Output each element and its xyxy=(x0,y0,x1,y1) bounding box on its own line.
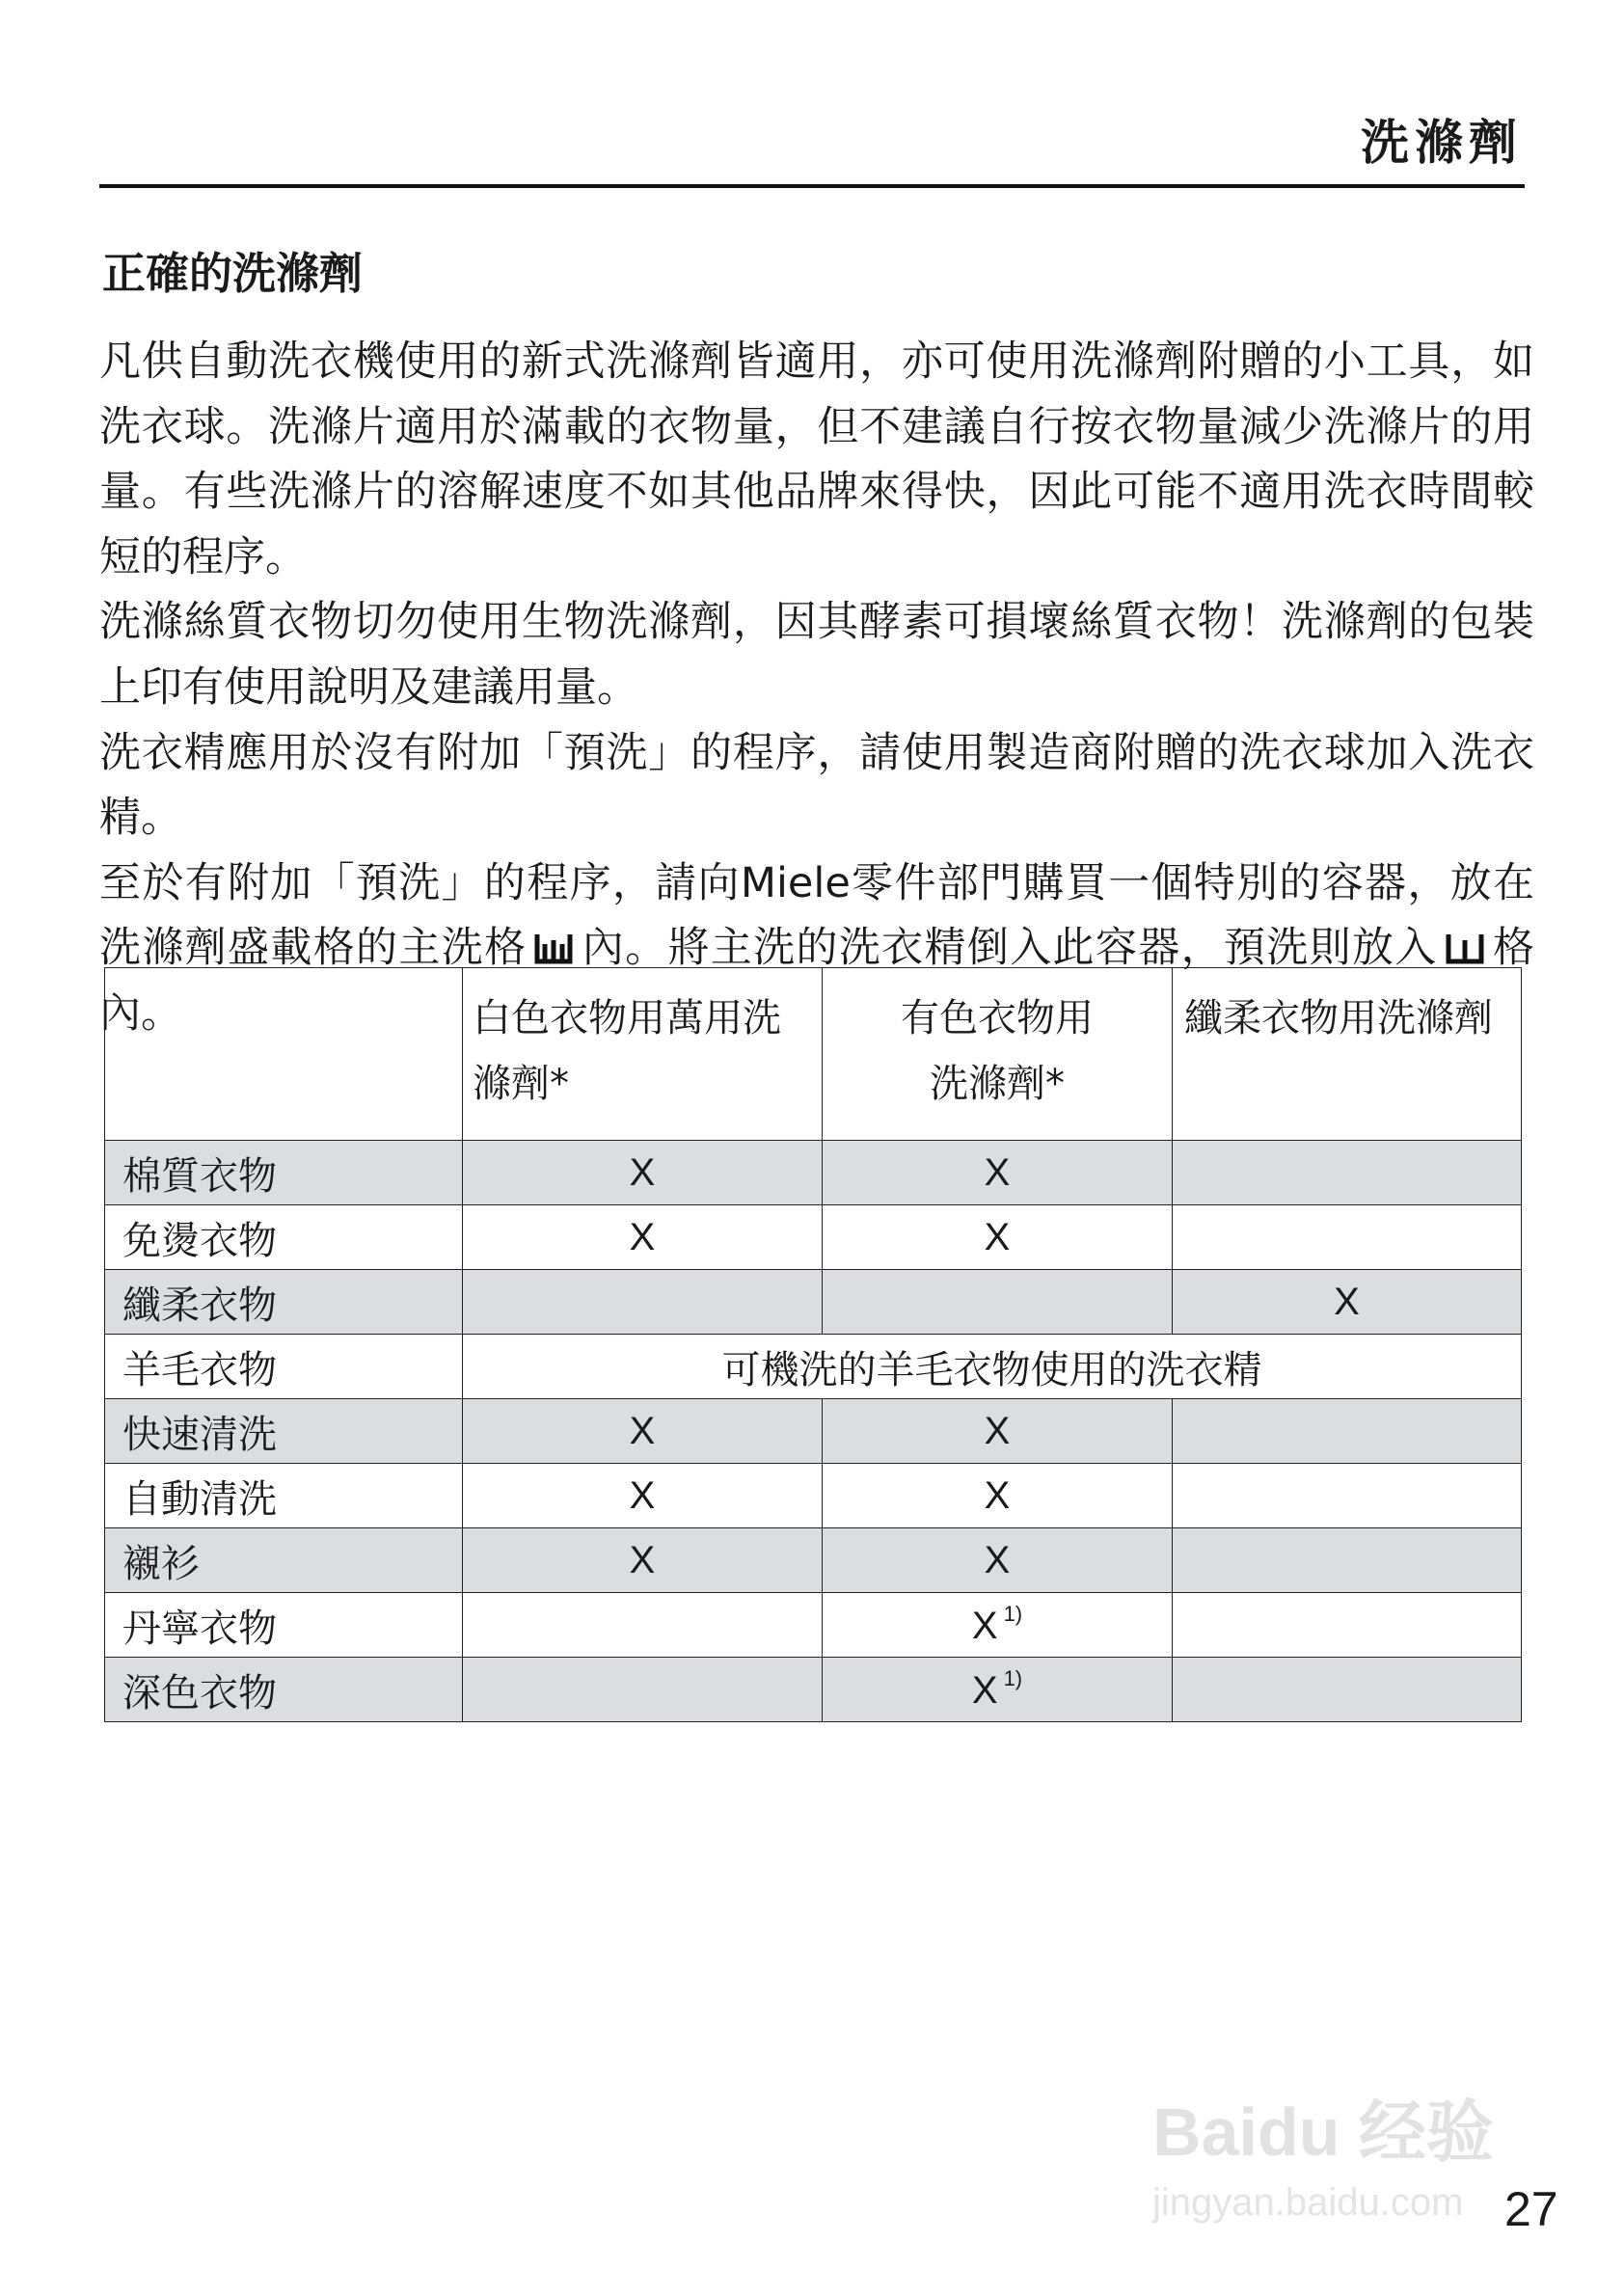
row-label-cell: 快速清洗 xyxy=(105,1399,463,1464)
table-row xyxy=(105,1593,1522,1658)
row-label-cell: 自動清洗 xyxy=(105,1464,463,1528)
header-cell: 白色衣物用萬用洗 滌劑* xyxy=(463,968,823,1141)
table-row xyxy=(105,1270,1522,1335)
table-cell xyxy=(1173,1528,1522,1593)
watermark-logo: Baidu 经验 xyxy=(1152,2094,1494,2170)
table-cell: X xyxy=(823,1141,1173,1205)
row-label-cell: 棉質衣物 xyxy=(105,1141,463,1205)
section-title: 洗滌劑 xyxy=(1361,115,1523,171)
table-cell: 可機洗的羊毛衣物使用的洗衣精 xyxy=(463,1335,1522,1399)
header-cell: 纖柔衣物用洗滌劑 xyxy=(1173,968,1522,1141)
body-text xyxy=(99,330,1534,1047)
table-cell: X xyxy=(463,1528,823,1593)
detergent-table xyxy=(104,967,1522,1722)
table-cell xyxy=(1173,1399,1522,1464)
table-row xyxy=(105,1205,1522,1270)
table-cell xyxy=(1173,1205,1522,1270)
table-header-row xyxy=(105,968,1522,1141)
table-cell xyxy=(1173,1464,1522,1528)
row-label-cell: 羊毛衣物 xyxy=(105,1335,463,1399)
row-label-cell: 丹寧衣物 xyxy=(105,1593,463,1658)
header-rule xyxy=(99,184,1525,188)
table-cell: X xyxy=(823,1464,1173,1528)
row-label-cell: 纖柔衣物 xyxy=(105,1270,463,1335)
text: 至於有附加「預洗」的程序，請向Miele零件部門購買一個特別的容器，放在洗滌劑盛載格的主洗格 xyxy=(99,858,1534,973)
table-row xyxy=(105,1399,1522,1464)
page-heading: 正確的洗滌劑 xyxy=(102,248,364,299)
paragraph: 凡供自動洗衣機使用的新式洗滌劑皆適用，亦可使用洗滌劑附贈的小工具，如洗衣球。洗滌片適用於滿載的衣物量，但不建議自行按衣物量減少洗滌片的用量。有些洗滌片的溶解速度不如其他品牌來得快，因此可能不適用洗衣時間較短的程序。 xyxy=(99,338,1534,581)
row-label-cell: 免燙衣物 xyxy=(105,1205,463,1270)
table-cell: X xyxy=(463,1205,823,1270)
table-cell: X xyxy=(463,1464,823,1528)
footnote-ref: 1) xyxy=(1003,1602,1023,1626)
paragraph: 洗衣精應用於沒有附加「預洗」的程序，請使用製造商附贈的洗衣球加入洗衣精。 xyxy=(99,728,1534,843)
text: 內。將主洗的洗衣精倒入此容器，預洗則放入 xyxy=(581,924,1438,973)
table-cell: X $^{1)}$ xyxy=(823,1658,1173,1722)
row-label-cell: 深色衣物 xyxy=(105,1658,463,1722)
main-wash-compartment-icon xyxy=(1444,922,1486,960)
paragraph: 洗滌絲質衣物切勿使用生物洗滌劑，因其酵素可損壞絲質衣物！洗滌劑的包裝上印有使用說明及建議用量。 xyxy=(99,598,1534,712)
table-cell xyxy=(463,1593,823,1658)
page-number: 27 xyxy=(1504,2182,1558,2236)
table-cell: X xyxy=(1173,1270,1522,1335)
table-cell: X xyxy=(463,1141,823,1205)
table-cell: X xyxy=(823,1528,1173,1593)
table-cell xyxy=(1173,1141,1522,1205)
text: 格內。 xyxy=(99,924,1534,1038)
table-cell xyxy=(1173,1593,1522,1658)
table-row xyxy=(105,1464,1522,1528)
table-cell: X $^{1)}$ xyxy=(823,1593,1173,1658)
table-row xyxy=(105,1141,1522,1205)
table-cell xyxy=(823,1270,1173,1335)
table-cell xyxy=(1173,1658,1522,1722)
table-cell: X xyxy=(823,1399,1173,1464)
footnote-ref: 1) xyxy=(1003,1666,1023,1690)
table-row xyxy=(105,1658,1522,1722)
row-label-cell: 襯衫 xyxy=(105,1528,463,1593)
table-cell: X xyxy=(463,1399,823,1464)
table-cell: X xyxy=(823,1205,1173,1270)
table-row xyxy=(105,1335,1522,1399)
header-cell xyxy=(105,968,463,1141)
table-row xyxy=(105,1528,1522,1593)
watermark-url: jingyan.baidu.com xyxy=(1152,2181,1464,2224)
table-cell xyxy=(463,1270,823,1335)
table-cell xyxy=(463,1658,823,1722)
main-wash-compartment-icon xyxy=(532,922,575,960)
header-cell: 有色衣物用 洗滌劑* xyxy=(823,968,1173,1141)
